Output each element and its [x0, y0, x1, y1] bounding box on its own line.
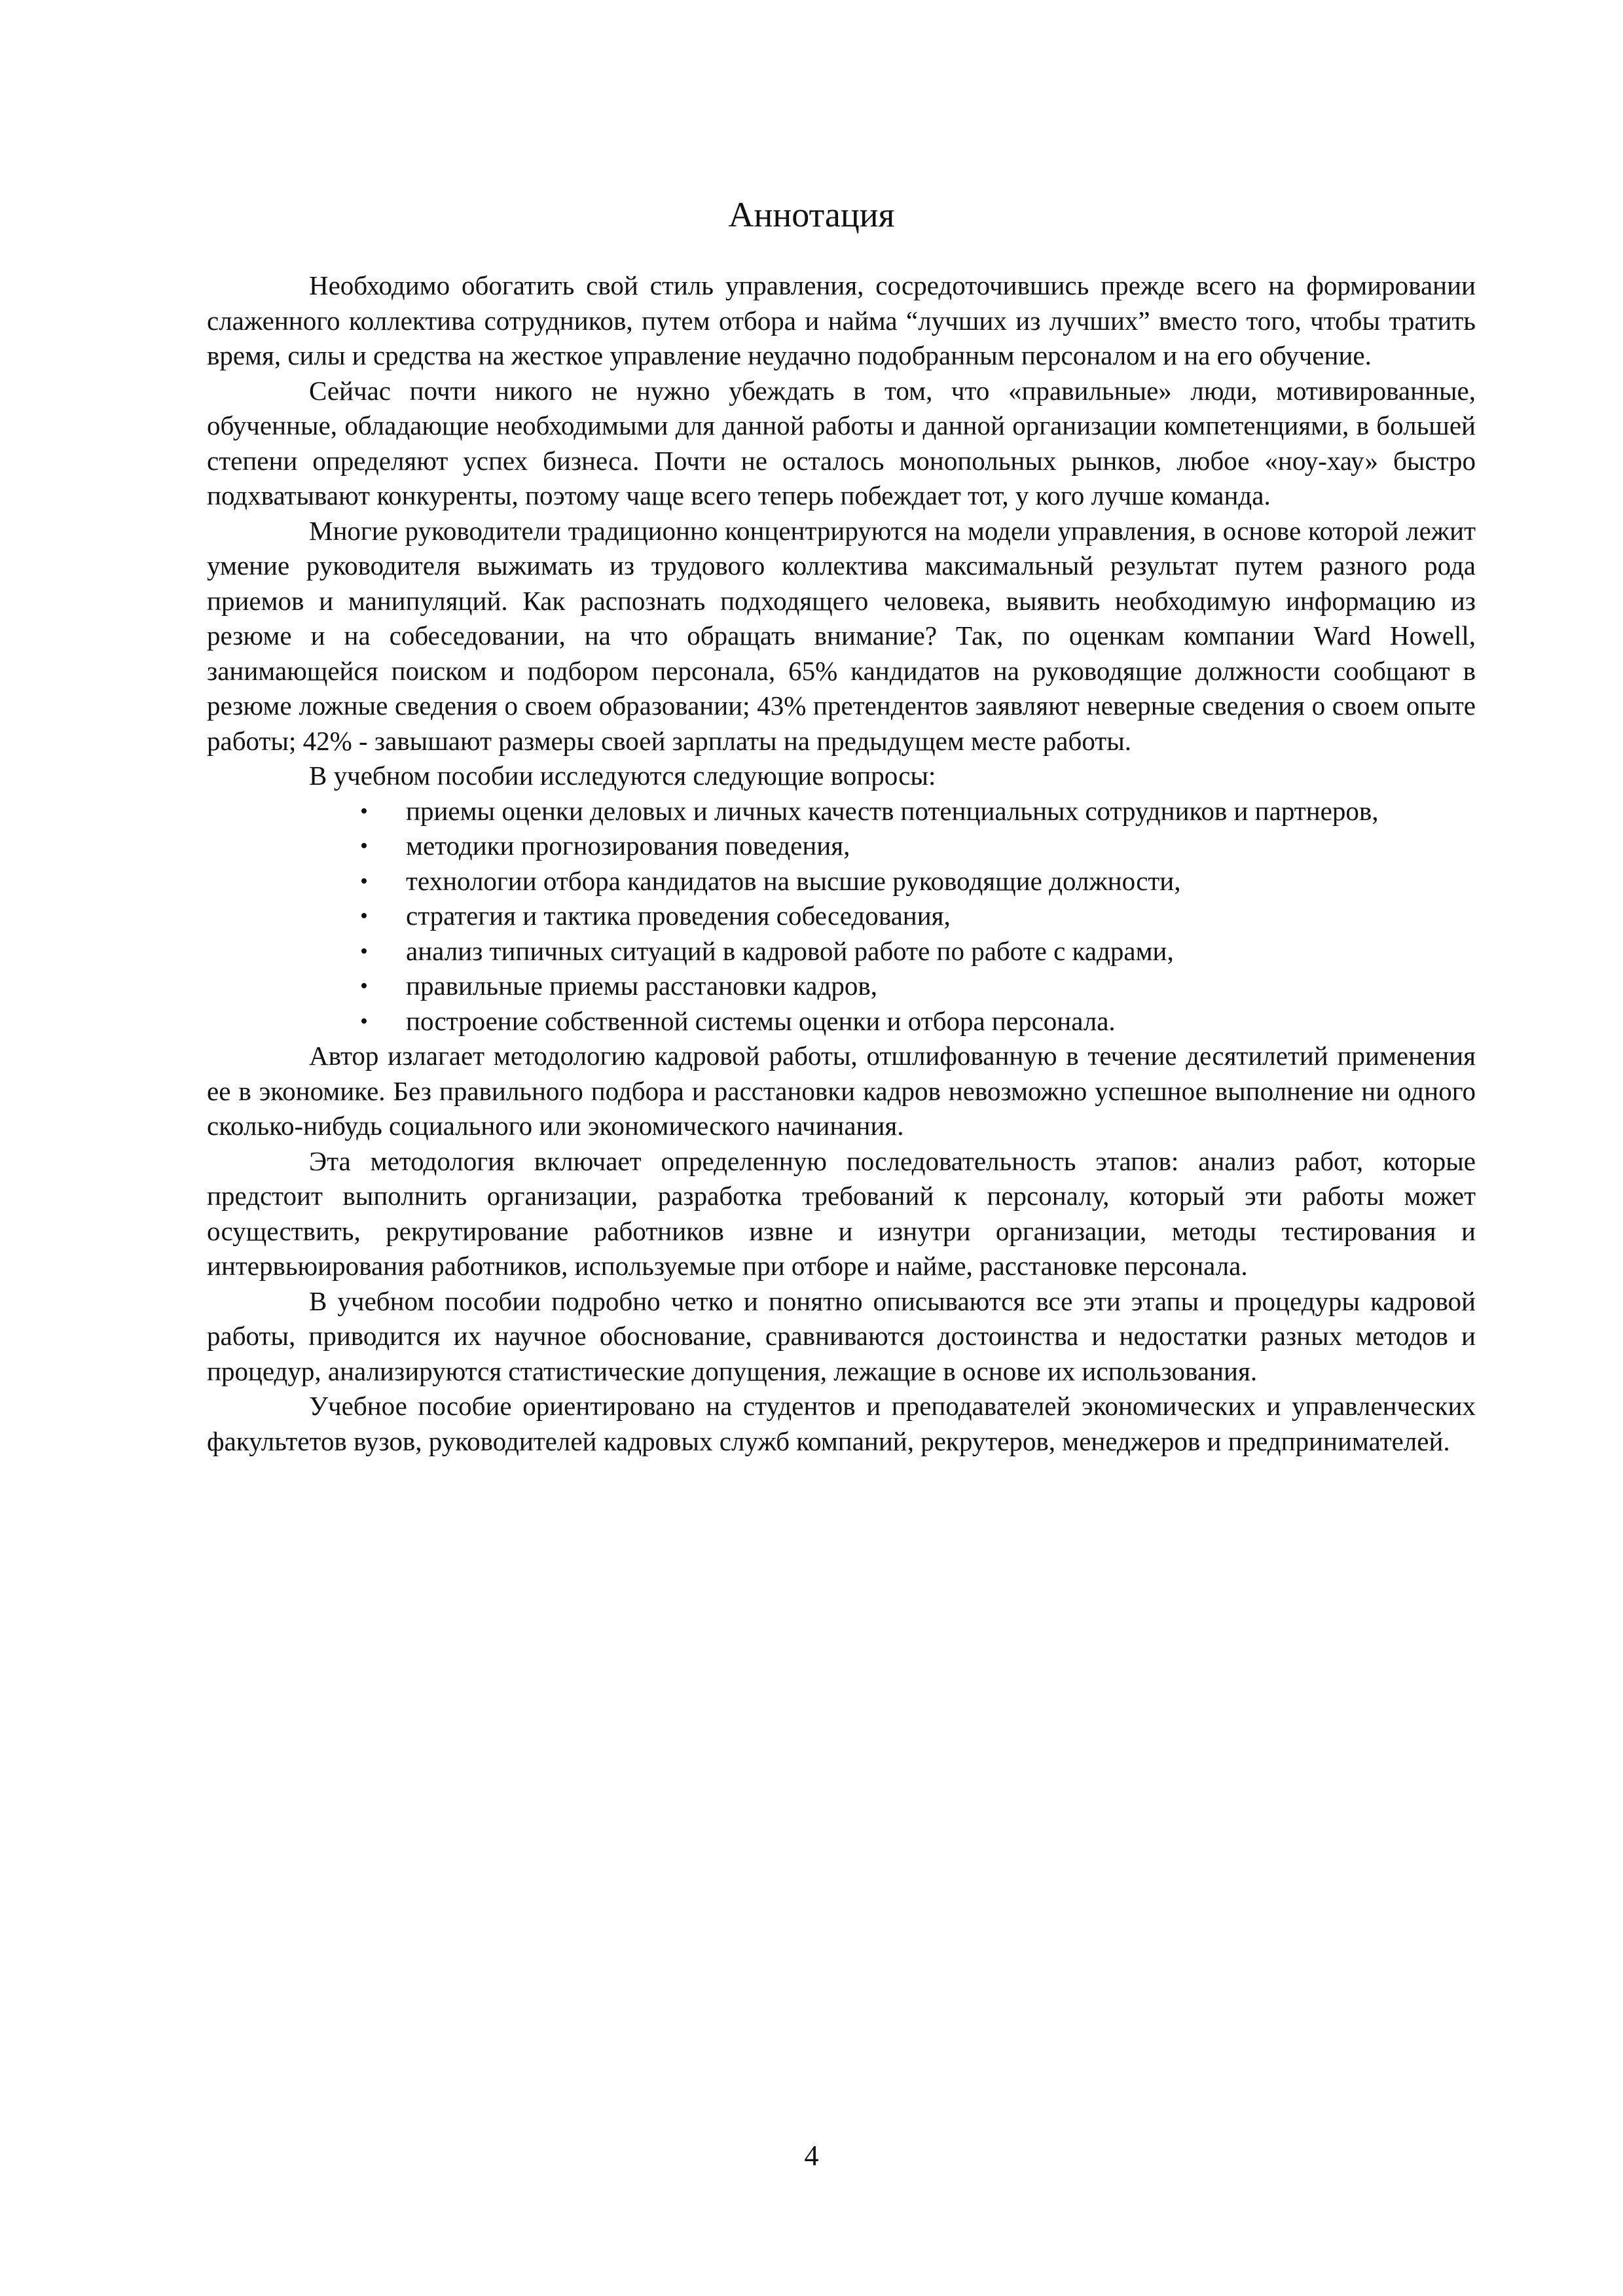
- paragraph: В учебном пособии подробно четко и понятно описываются все эти этапы и процедуры кадровой работы, приводится их научное обоснование, сравниваются достоинства и недостатки разных методов и процедур, анализируются статистические допущения, лежащие в основе их использования.: [207, 1285, 1476, 1386]
- list-item-text: анализ типичных ситуаций в кадровой работе по работе с кадрами,: [406, 935, 1174, 966]
- annotation-body: [207, 268, 1476, 1459]
- list-item-text: методики прогнозирования поведения,: [406, 831, 850, 861]
- list-item: [207, 1004, 1476, 1039]
- list-item-text: технологии отбора кандидатов на высшие руководящие должности,: [406, 865, 1181, 896]
- paragraph: В учебном пособии исследуются следующие вопросы:: [309, 761, 936, 791]
- list-item: [207, 969, 1476, 1004]
- bullet-icon: •: [360, 834, 368, 858]
- paragraph: Многие руководители традиционно концентрируются на модели управления, в основе которой лежит умение руководителя выжимать из трудового коллектива максимальный результат путем разного рода приемов и манипуляций. Как распознать подходящего человека, выявить необходимую информацию из резюме и на собеседовании, на что обращать внимание? Так, по оценкам компании Ward Howell, занимающейся поиском и подбором персонала, 65% кандидатов на руководящие должности сообщают в резюме ложные сведения о своем образовании; 43% претендентов заявляют неверные сведения о своем опыте работы; 42% - завышают размеры своей зарплаты на предыдущем месте работы.: [207, 515, 1476, 756]
- bullet-icon: •: [360, 1009, 368, 1033]
- page-title: Аннотация: [728, 195, 895, 234]
- paragraph: Эта методология включает определенную последовательность этапов: анализ работ, которые предстоит выполнить организации, разработка требований к персоналу, который эти работы может осуществить, рекрутирование работников извне и изнутри организации, методы тестирования и интервьюирования работников, используемые при отборе и найме, расстановке персонала.: [207, 1145, 1476, 1281]
- bullet-icon: •: [360, 904, 368, 928]
- list-item: [207, 899, 1476, 934]
- list-item: [207, 864, 1476, 899]
- list-item: [207, 934, 1476, 969]
- bullet-icon: •: [360, 974, 368, 998]
- list-item-text: стратегия и тактика проведения собеседования,: [406, 901, 951, 931]
- paragraph: Сейчас почти никого не нужно убеждать в том, что «правильные» люди, мотивированные, обученные, обладающие необходимыми для данной работы и данной организации компетенциями, в большей степени определяют успех бизнеса. Почти не осталось монопольных рынков, любое «ноу-хау» быстро подхватывают конкуренты, поэтому чаще всего теперь побеждает тот, у кого лучше команда.: [207, 375, 1476, 511]
- page-number: 4: [804, 2140, 819, 2172]
- list-item-text: приемы оценки деловых и личных качеств потенциальных сотрудников и партнеров,: [406, 795, 1379, 826]
- topics-list: [207, 794, 1476, 1039]
- paragraph: Необходимо обогатить свой стиль управления, сосредоточившись прежде всего на формировании слаженного коллектива сотрудников, путем отбора и найма “лучших из лучших” вместо того, чтобы тратить время, силы и средства на жесткое управление неудачно подобранным персоналом и на его обучение.: [207, 270, 1476, 370]
- bullet-icon: •: [360, 798, 368, 823]
- bullet-icon: •: [360, 869, 368, 893]
- list-item: [207, 794, 1476, 829]
- list-item-text: построение собственной системы оценки и отбора персонала.: [406, 1005, 1116, 1036]
- paragraph: Учебное пособие ориентировано на студентов и преподавателей экономических и управленческих факультетов вузов, руководителей кадровых служб компаний, рекрутеров, менеджеров и предпринимателей.: [207, 1391, 1476, 1456]
- paragraph: Автор излагает методологию кадровой работы, отшлифованную в течение десятилетий применения ее в экономике. Без правильного подбора и расстановки кадров невозможно успешное выполнение ни одного сколько-нибудь социального или экономического начинания.: [207, 1041, 1476, 1141]
- list-item: [207, 829, 1476, 864]
- bullet-icon: •: [360, 939, 368, 963]
- list-item-text: правильные приемы расстановки кадров,: [406, 971, 877, 1001]
